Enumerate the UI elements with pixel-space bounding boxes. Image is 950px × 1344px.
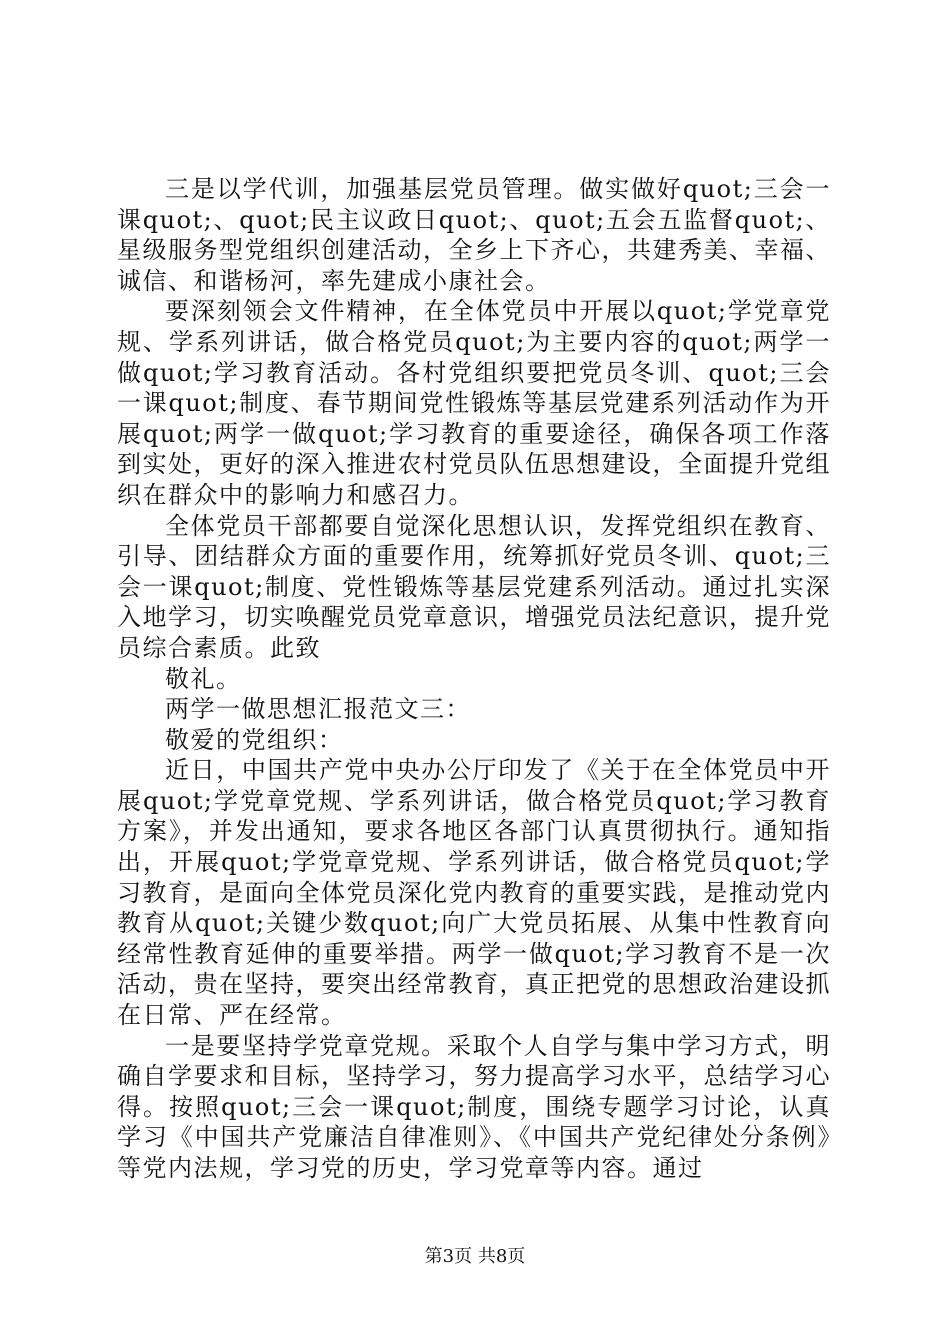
paragraph-4: 敬礼。 (165, 664, 242, 693)
page-footer: 第3页 共8页 (424, 1246, 526, 1267)
paragraph-7: 近日，中国共产党中央办公厅印发了《关于在全体党员中开展quot;学党章党规、学系列讲话，做合格党员quot;学习教育方案》，并发出通知，要求各地区各部门认真贯彻执行。通知指出，开展quot;学党章党规、学系列讲话，做合格党员quot;学习教育，是面向全体党员深化党内教育的重要实践，是推动党内教育从quot;关键少数quot;向广大党员拓展、从集中性教育向经常性教育延伸的重要举措。两学一做quot;学习教育不是一次活动，贵在坚持，要突出经常教育，真正把党的思想政治建设抓在日常、严在经常。 (117, 756, 831, 1030)
document-body (117, 174, 831, 1184)
paragraph-3: 全体党员干部都要自觉深化思想认识，发挥党组织在教育、引导、团结群众方面的重要作用，统筹抓好党员冬训、quot;三会一课quot;制度、党性锻炼等基层党建系列活动。通过扎实深入地学习，切实唤醒党员党章意识，增强党员法纪意识，提升党员综合素质。此致 (117, 511, 831, 662)
paragraph-5: 两学一做思想汇报范文三： (165, 695, 471, 724)
paragraph-1: 三是以学代训，加强基层党员管理。做实做好quot;三会一课quot;、quot;民主议政日quot;、quot;五会五监督quot;、星级服务型党组织创建活动，全乡上下齐心，共建秀美、幸福、诚信、和谐杨河，率先建成小康社会。 (117, 175, 831, 295)
paragraph-2: 要深刻领会文件精神，在全体党员中开展以quot;学党章党规、学系列讲话，做合格党员quot;为主要内容的quot;两学一做quot;学习教育活动。各村党组织要把党员冬训、quot;三会一课quot;制度、春节期间党性锻炼等基层党建系列活动作为开展quot;两学一做quot;学习教育的重要途径，确保各项工作落到实处，更好的深入推进农村党员队伍思想建设，全面提升党组织在群众中的影响力和感召力。 (117, 297, 831, 509)
paragraph-6: 敬爱的党组织： (165, 725, 344, 754)
paragraph-8: 一是要坚持学党章党规。采取个人自学与集中学习方式，明确自学要求和目标，坚持学习，努力提高学习水平，总结学习心得。按照quot;三会一课quot;制度，围绕专题学习讨论，认真学习《中国共产党廉洁自律准则》、《中国共产党纪律处分条例》等党内法规，学习党的历史，学习党章等内容。通过 (117, 1031, 831, 1182)
